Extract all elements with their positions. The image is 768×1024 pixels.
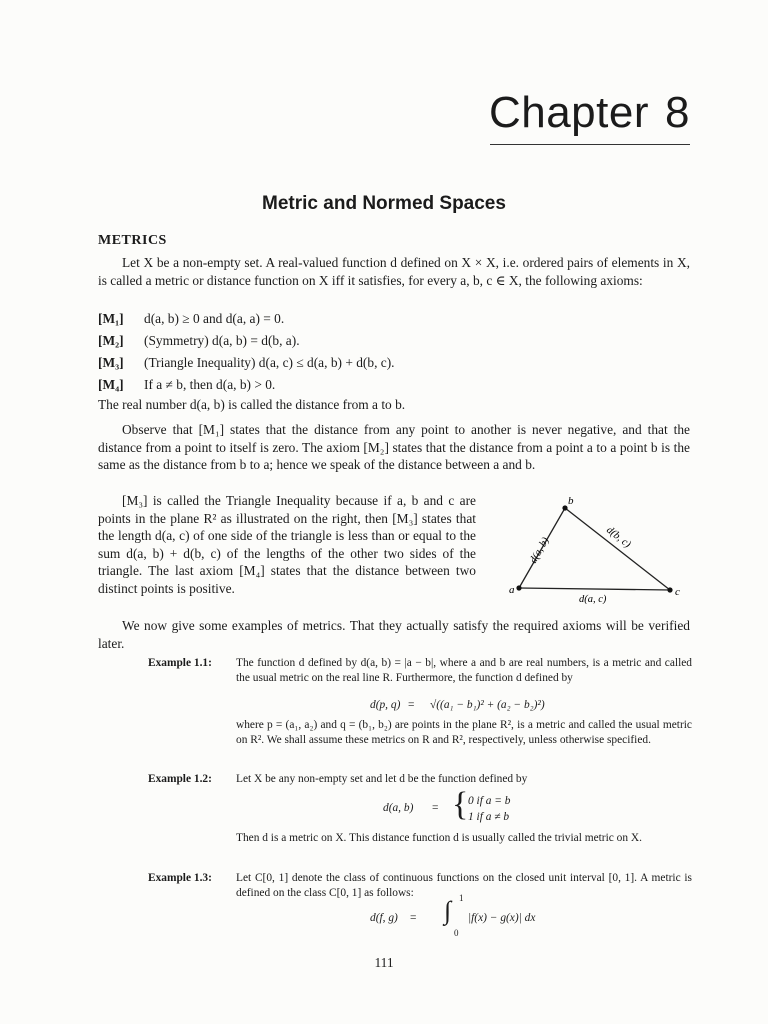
section-heading: METRICS: [98, 233, 167, 248]
examples-intro: We now give some examples of metrics. That they actually satisfy the required axioms will be verified later.: [98, 618, 690, 651]
side-ac: [519, 588, 670, 590]
case-line: 1 if a ≠ b: [468, 811, 510, 823]
point-c-label: c: [675, 586, 680, 598]
equation-equals: =: [410, 912, 417, 924]
point-b-label: b: [568, 495, 574, 507]
page-number: 111: [374, 955, 394, 970]
observe-paragraph: Observe that [M₁] states that the distance from any point to another is never negative, and that the distance from a point to itself is zero. The axiom [M₂] states that the distance from a point a to a point b is the same as the distance from b to a; hence we speak of the distance between a and b.: [98, 422, 690, 473]
brace: {: [452, 786, 469, 823]
example-label: Example 1.3:: [148, 872, 212, 884]
axiom-text: (Triangle Inequality) d(a, c) ≤ d(a, b) + d(b, c).: [144, 355, 395, 370]
example-text: Then d is a metric on X. This distance function d is usually called the trivial metric on X.: [236, 832, 642, 844]
example-label: Example 1.2:: [148, 773, 212, 785]
side-bc: [565, 508, 670, 590]
example-text: Let X be any non-empty set and let d be the function defined by: [236, 773, 528, 785]
axiom-item: [98, 308, 690, 330]
equation-rhs: √((a₁ − b₁)² + (a₂ − b₂)²): [430, 699, 545, 711]
axiom-tag: [M₃]: [98, 355, 124, 370]
equation-equals: =: [408, 699, 415, 711]
point-b-dot: [562, 505, 567, 510]
point-c-dot: [667, 587, 672, 592]
example-text: The function d defined by d(a, b) = |a − b|, where a and b are real numbers, is a metric and called the usual metric on the real line R. Furthermore, the function d defined by: [236, 657, 692, 685]
equation-lhs: d(a, b): [383, 802, 414, 814]
label-d-bc: d(b, c): [604, 524, 633, 551]
distance-sentence: The real number d(a, b) is called the distance from a to b.: [98, 397, 406, 412]
example-text: where p = (a₁, a₂) and q = (b₁, b₂) are points in the plane R², is a metric and called the usual metric on R². We shall assume these metrics on R and R², respectively, unless otherwise specified.: [236, 719, 692, 747]
axiom-item: [98, 374, 690, 396]
axiom-text: d(a, b) ≥ 0 and d(a, a) = 0.: [144, 311, 285, 326]
equation-equals: =: [432, 802, 439, 814]
integral-upper: 1: [459, 893, 464, 903]
point-a-dot: [516, 585, 521, 590]
triangle-paragraph: [M₃] is called the Triangle Inequality because if a, b and c are points in the plane R² as illustrated on the right, then [M₃] states that the length d(a, c) of one side of the triangle is less than or equal to the sum d(a, b) + d(b, c) of the lengths of the other two sides of the triangle. The last axiom [M₄] states that the distance between two distinct points is positive.: [98, 493, 476, 596]
intro-paragraph: Let X be a non-empty set. A real-valued function d defined on X × X, i.e. ordered pairs of elements in X, is called a metric or distance function on X iff it satisfies, for every a, b, c ∈ X, the following axioms:: [98, 255, 690, 288]
axiom-tag: [M₁]: [98, 311, 124, 326]
axiom-tag: [M₄]: [98, 377, 124, 392]
axiom-text: (Symmetry) d(a, b) = d(b, a).: [144, 333, 300, 348]
case-line: 0 if a = b: [468, 795, 511, 807]
triangle-figure: [505, 492, 695, 604]
axiom-item: [98, 330, 690, 352]
point-a-label: a: [509, 584, 515, 596]
integrand: |f(x) − g(x)| dx: [468, 912, 536, 924]
equation-lhs: d(p, q): [370, 699, 401, 711]
equation-lhs: d(f, g): [370, 912, 398, 924]
example-text: Let C[0, 1] denote the class of continuous functions on the closed unit interval [0, 1]. A metric is defined on the class C[0, 1] as follows:: [236, 872, 692, 900]
axiom-text: If a ≠ b, then d(a, b) > 0.: [144, 377, 276, 392]
chapter-heading: [489, 88, 690, 138]
integral-lower: 0: [454, 928, 459, 938]
label-d-ab: d(a, b): [528, 535, 552, 566]
integral-sign: ∫: [444, 896, 452, 925]
chapter-title: Metric and Normed Spaces: [262, 193, 506, 214]
label-d-ac: d(a, c): [579, 594, 607, 604]
axiom-tag: [M₂]: [98, 333, 124, 348]
chapter-number: 8: [665, 88, 690, 137]
chapter-word: Chapter: [488, 88, 650, 137]
chapter-rule: [490, 144, 690, 145]
example-label: Example 1.1:: [148, 657, 212, 669]
axiom-item: [98, 352, 690, 374]
axiom-list: [98, 308, 690, 396]
